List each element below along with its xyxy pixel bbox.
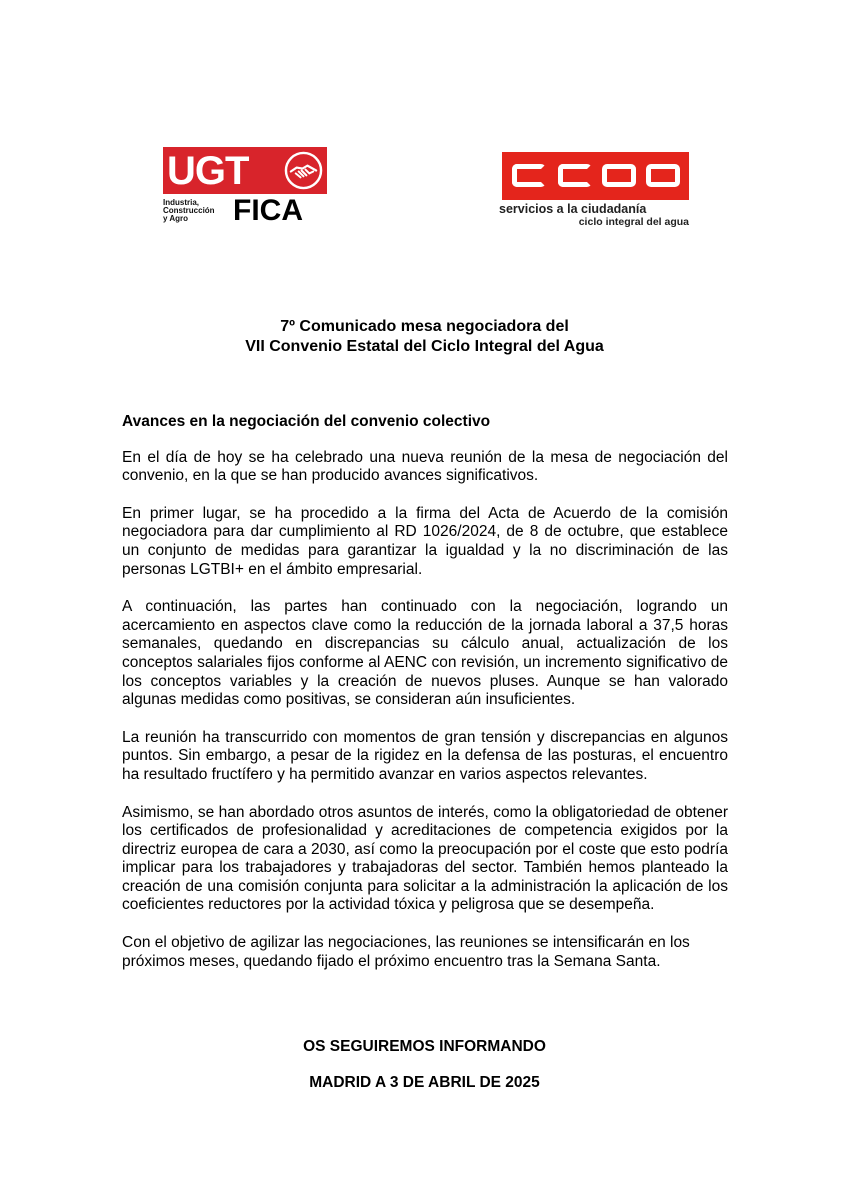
section-heading: Avances en la negociación del convenio colectivo bbox=[122, 413, 491, 430]
ugt-logo-word: UGT bbox=[167, 149, 249, 193]
ccoo-logo-subtitle: servicios a la ciudadanía bbox=[499, 202, 647, 216]
ugt-subtitle-line: Construcción bbox=[163, 206, 215, 215]
paragraph: La reunión ha transcurrido con momentos de gran tensión y discrepancias en algunos puntos. Sin embargo, a pesar de la rigidez en la defensa de las posturas, el encuentro ha resultado fructífero y ha permitido avanzar en varios aspectos relevantes. bbox=[122, 728, 728, 783]
ccoo-letter-c bbox=[558, 164, 592, 187]
paragraph: A continuación, las partes han continuado con la negociación, logrando un acercamiento en aspectos clave como la reducción de la jornada laboral a 37,5 horas semanales, quedando en discrepancias su cálculo anual, actualización de los conceptos salariales fijos conforme al AENC con revisión, un incremento significativo de los conceptos variables y la creación de nuevos pluses. Aunque se han valorado algunas medidas como positivas, se consideran aún insuficientes. bbox=[122, 598, 728, 709]
ccoo-logo-subtitle-2: ciclo integral del agua bbox=[578, 216, 689, 228]
ugt-logo-red-band bbox=[163, 147, 327, 194]
document-body bbox=[122, 413, 728, 990]
ccoo-logo bbox=[499, 152, 694, 230]
ugt-subtitle-line: y Agro bbox=[163, 214, 189, 223]
title-line-2: VII Convenio Estatal del Ciclo Integral del Agua bbox=[245, 338, 604, 355]
ugt-fica-logo bbox=[163, 147, 327, 227]
ugt-logo-subtitle bbox=[163, 199, 215, 223]
ccoo-letter-c bbox=[512, 164, 546, 187]
document-title bbox=[0, 317, 849, 357]
title-line-1: 7º Comunicado mesa negociadora del bbox=[280, 318, 569, 335]
ccoo-letter-o bbox=[646, 164, 680, 187]
paragraph: En primer lugar, se ha procedido a la firma del Acta de Acuerdo de la comisión negociadora para dar cumplimiento al RD 1026/2024, de 8 de octubre, que establece un conjunto de medidas para garantizar la igualdad y la no discriminación de las personas LGTBI+ en el ámbito empresarial. bbox=[122, 504, 728, 578]
place-and-date: MADRID A 3 DE ABRIL DE 2025 bbox=[309, 1074, 540, 1091]
paragraph: En el día de hoy se ha celebrado una nueva reunión de la mesa de negociación del convenio, en la que se han producido avances significativos. bbox=[122, 448, 728, 485]
ugt-logo-fica: FICA bbox=[233, 194, 303, 227]
closing-message: OS SEGUIREMOS INFORMANDO bbox=[303, 1038, 546, 1055]
ugt-subtitle-line: Industria, bbox=[163, 198, 200, 207]
paragraph: Con el objetivo de agilizar las negociaciones, las reuniones se intensificarán en los próximos meses, quedando fijado el próximo encuentro tras la Semana Santa. bbox=[122, 934, 690, 970]
ccoo-logo-red-band bbox=[502, 152, 689, 200]
ccoo-letter-o bbox=[602, 164, 636, 187]
handshake-icon bbox=[284, 151, 323, 190]
paragraph: Asimismo, se han abordado otros asuntos de interés, como la obligatoriedad de obtener los certificados de profesionalidad y acreditaciones de competencia exigidos por la directriz europea de cara a 2030, así como la preocupación por el coste que esto podría implicar para los trabajadores y trabajadoras del sector. También hemos planteado la creación de una comisión conjunta para solicitar a la administración la aplicación de los coeficientes reductores por la actividad tóxica y peligrosa que se desempeña. bbox=[122, 803, 728, 914]
